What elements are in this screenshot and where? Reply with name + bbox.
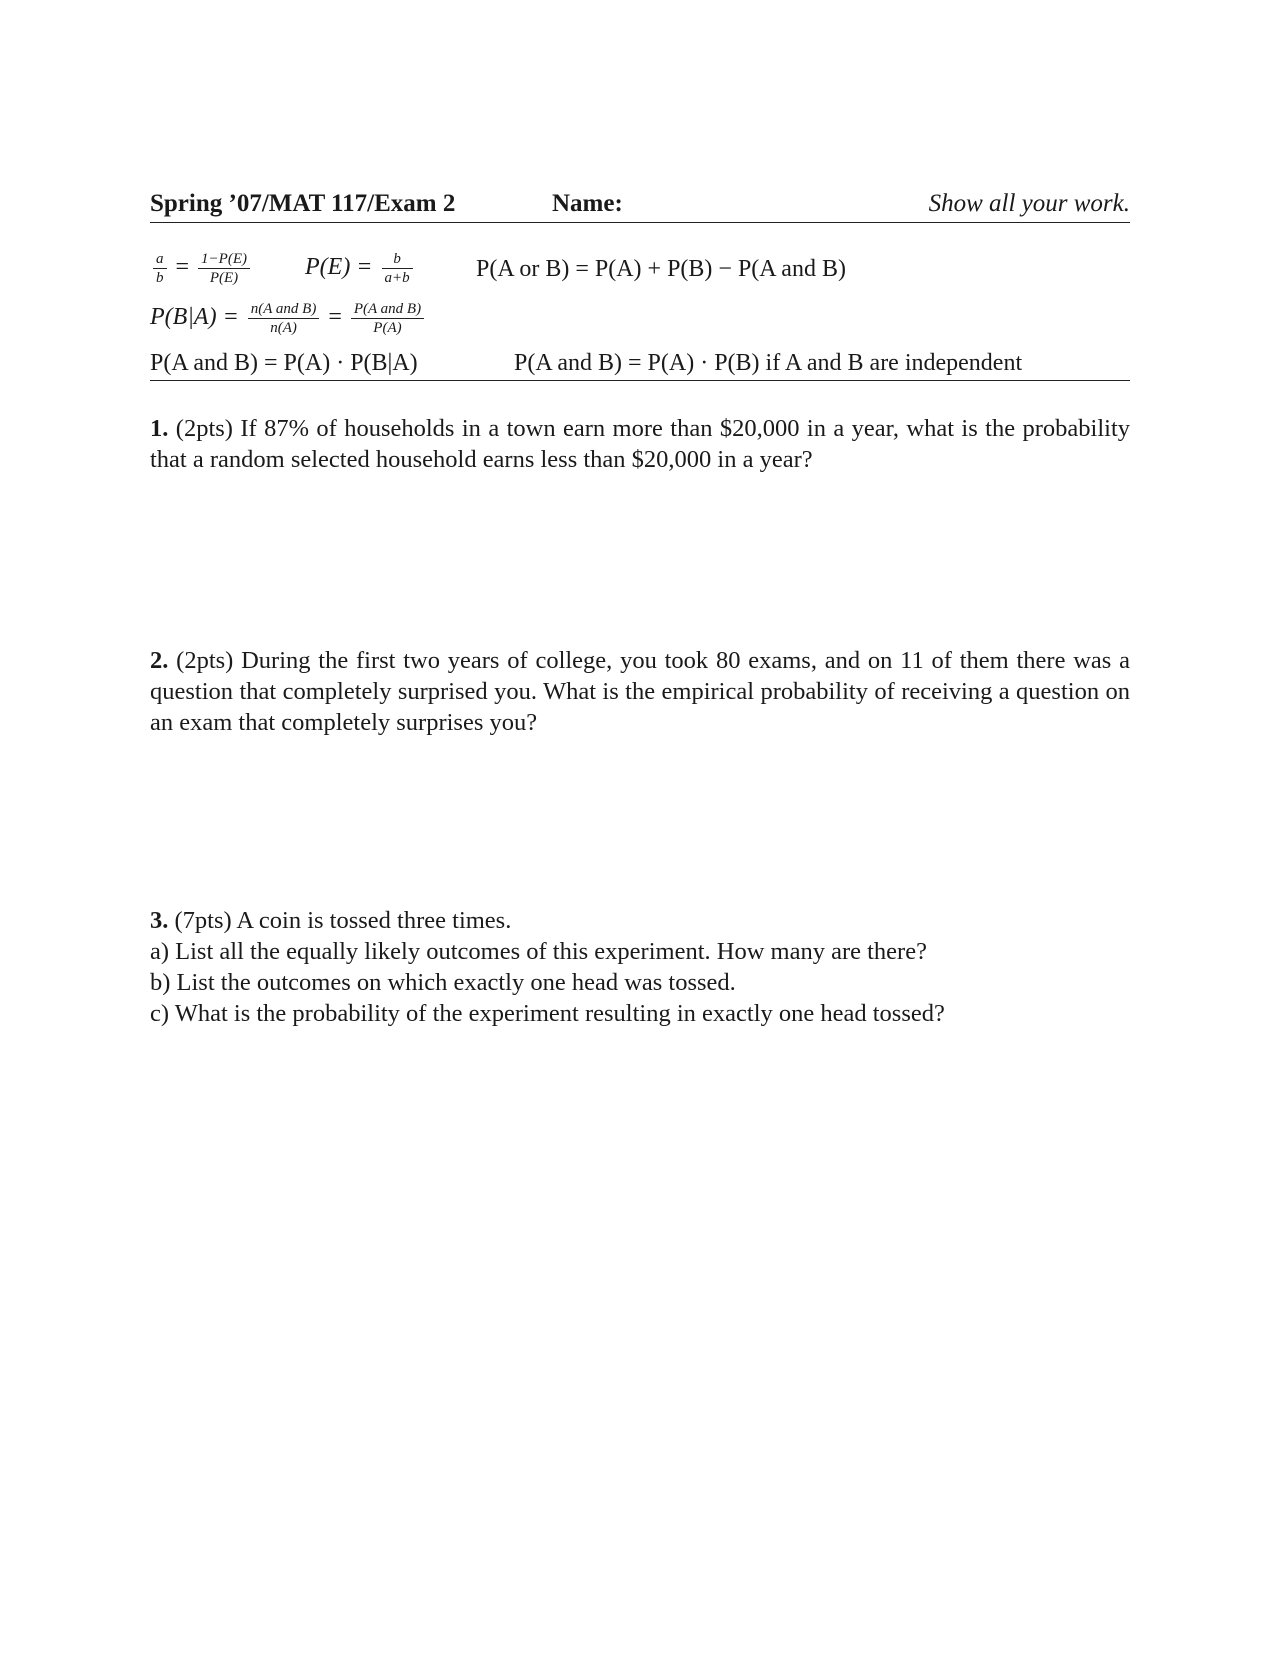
conditional-count-fraction: $\frac{\text{n(A and B)}}{n(A)}$: [248, 300, 320, 337]
conditional-formula: P(B|A) = $\frac{\text{n(A and B)}}{n(A)}$ = $\frac{\text{P(A and B)}}{P(A)}$: [150, 300, 427, 337]
question-text: (2pts) During the first two years of college, you took 80 exams, and on 11 of them there was a question that completely surprised you. What is the empirical probability of receiving a question on an exam that completely surprises you?: [150, 647, 1130, 736]
probability-fraction: $\frac{b}{a+b}$: [382, 250, 413, 287]
header-divider: [150, 222, 1130, 223]
question-number: 1.: [150, 415, 169, 442]
question-number: 2.: [150, 647, 169, 674]
probability-formula: P(E) = $\frac{b}{a+b}$: [305, 250, 416, 287]
odds-formula: $\frac{a}{b}$ = $\frac{1-P(E)}{P(E)}$: [150, 250, 253, 287]
odds-rhs-fraction: $\frac{1-P(E)}{P(E)}$: [198, 250, 250, 287]
conditional-prob-fraction: $\frac{\text{P(A and B)}}{P(A)}$: [351, 300, 424, 337]
question-part-a: a) List all the equally likely outcomes of this experiment. How many are there?: [150, 938, 927, 965]
formula-divider: [150, 380, 1130, 381]
question-part-c: c) What is the probability of the experiment resulting in exactly one head tossed?: [150, 1000, 945, 1027]
question-text: (7pts) A coin is tossed three times.: [174, 907, 512, 934]
question-text: (2pts) If 87% of households in a town earn more than $20,000 in a year, what is the probability that a random selected household earns less than $20,000 in a year?: [150, 415, 1130, 473]
instruction-text: Show all your work.: [928, 190, 1130, 217]
odds-lhs-fraction: $\frac{a}{b}$: [153, 250, 167, 287]
question-part-b: b) List the outcomes on which exactly one head was tossed.: [150, 969, 736, 996]
or-rule-formula: P(A or B) = P(A) + P(B) − P(A and B): [476, 256, 846, 282]
question-number: 3.: [150, 907, 169, 934]
name-label: Name:: [552, 190, 623, 217]
and-rule-formula: P(A and B) = P(A) · P(B|A): [150, 350, 418, 376]
question-1: [150, 413, 1130, 475]
question-2: [150, 645, 1130, 738]
exam-title: Spring ’07/MAT 117/Exam 2: [150, 190, 456, 217]
question-3: [150, 905, 1130, 1029]
independent-rule-formula: P(A and B) = P(A) · P(B) if A and B are independent: [514, 350, 1023, 376]
